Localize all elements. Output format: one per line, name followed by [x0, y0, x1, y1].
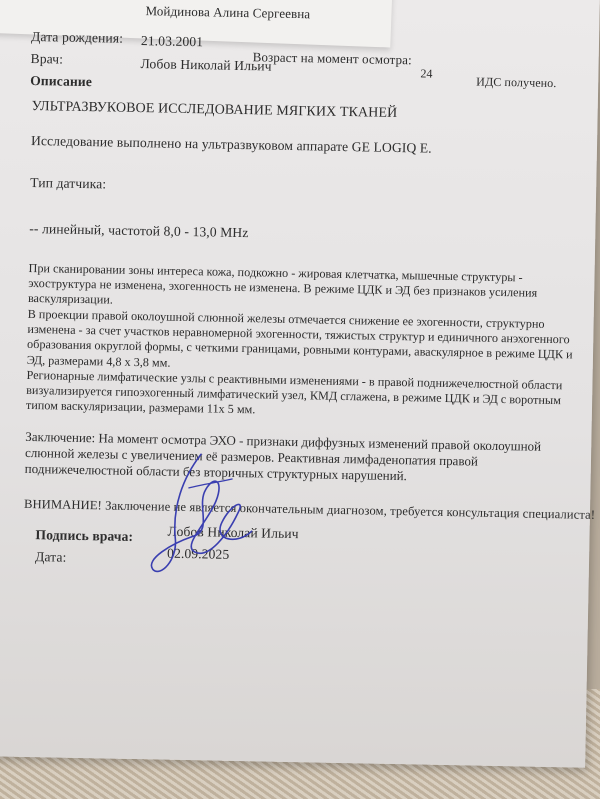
- device-line: Исследование выполнено на ультразвуковом аппарате GE LOGIQ E.: [30, 132, 432, 156]
- signature-label: Подпись врача:: [35, 527, 134, 545]
- findings-paragraph-2: В проекции правой околоушной слюнной железы отмечается снижение ее эхогенности, структурно изменена - за счет участков неравномерной эхогенности, тяжистых структур и единичного анэхогенного образования округлой формы, с четкими границами, ровными контурами, аваскулярное в режиме ЦДК и ЭД, размерами 4,8 х 3,8 мм.: [26, 306, 573, 370]
- section-label: Описание: [30, 72, 93, 90]
- dob-label: Дата рождения:: [30, 28, 124, 46]
- patient-name: Мойдинова Алина Сергеевна: [145, 3, 311, 22]
- age-label: Возраст на момент осмотра:: [252, 49, 412, 68]
- date-value: 02.09.2025: [167, 545, 230, 562]
- findings-paragraph-3: Регионарные лимфатические узлы с реактивными изменениями - в правой поднижечелюстной области визуализируется гипоэхогенный лимфатический узел, КМД сглажена, в режиме ЦДК и ЭД с воротным типом васкуляризации, размерами 11х 5 мм.: [25, 367, 563, 417]
- signature-name: Лобов Николай Ильич: [167, 523, 299, 542]
- ids-status: ИДС получено.: [476, 74, 557, 91]
- sensor-label: Тип датчика:: [30, 174, 107, 192]
- warning-note: ВНИМАНИЕ! Заключение не является окончательным диагнозом, требуется консультация специалиста!: [23, 496, 596, 522]
- dob-value: 21.03.2001: [140, 33, 204, 50]
- exam-title: УЛЬТРАЗВУКОВОЕ ИССЛЕДОВАНИЕ МЯГКИХ ТКАНЕЙ: [31, 98, 398, 121]
- handwritten-signature: [140, 447, 263, 589]
- age-value: 24: [420, 66, 433, 81]
- sensor-value: -- линейный, частотой 8,0 - 13,0 MHz: [29, 220, 249, 241]
- conclusion: Заключение: На момент осмотра ЭХО - признаки диффузных изменений правой околоушной слюнной железы с увеличением её размеров. Реактивная лимфаденопатия правой поднижечелюстной области без вторичных структурных нарушений.: [24, 428, 542, 484]
- doctor-value: Лобов Николай Ильич: [140, 56, 272, 74]
- date-label: Дата:: [34, 549, 67, 565]
- findings-paragraph-1: При сканировании зоны интереса кожа, подкожно - жировая клетчатка, мышечные структуры - эхоструктура не изменена, эхогенность не изменена. В режиме ЦДК и ЭД без признаков усиления васкуляризации.: [27, 260, 538, 307]
- doctor-label: Врач:: [30, 50, 64, 67]
